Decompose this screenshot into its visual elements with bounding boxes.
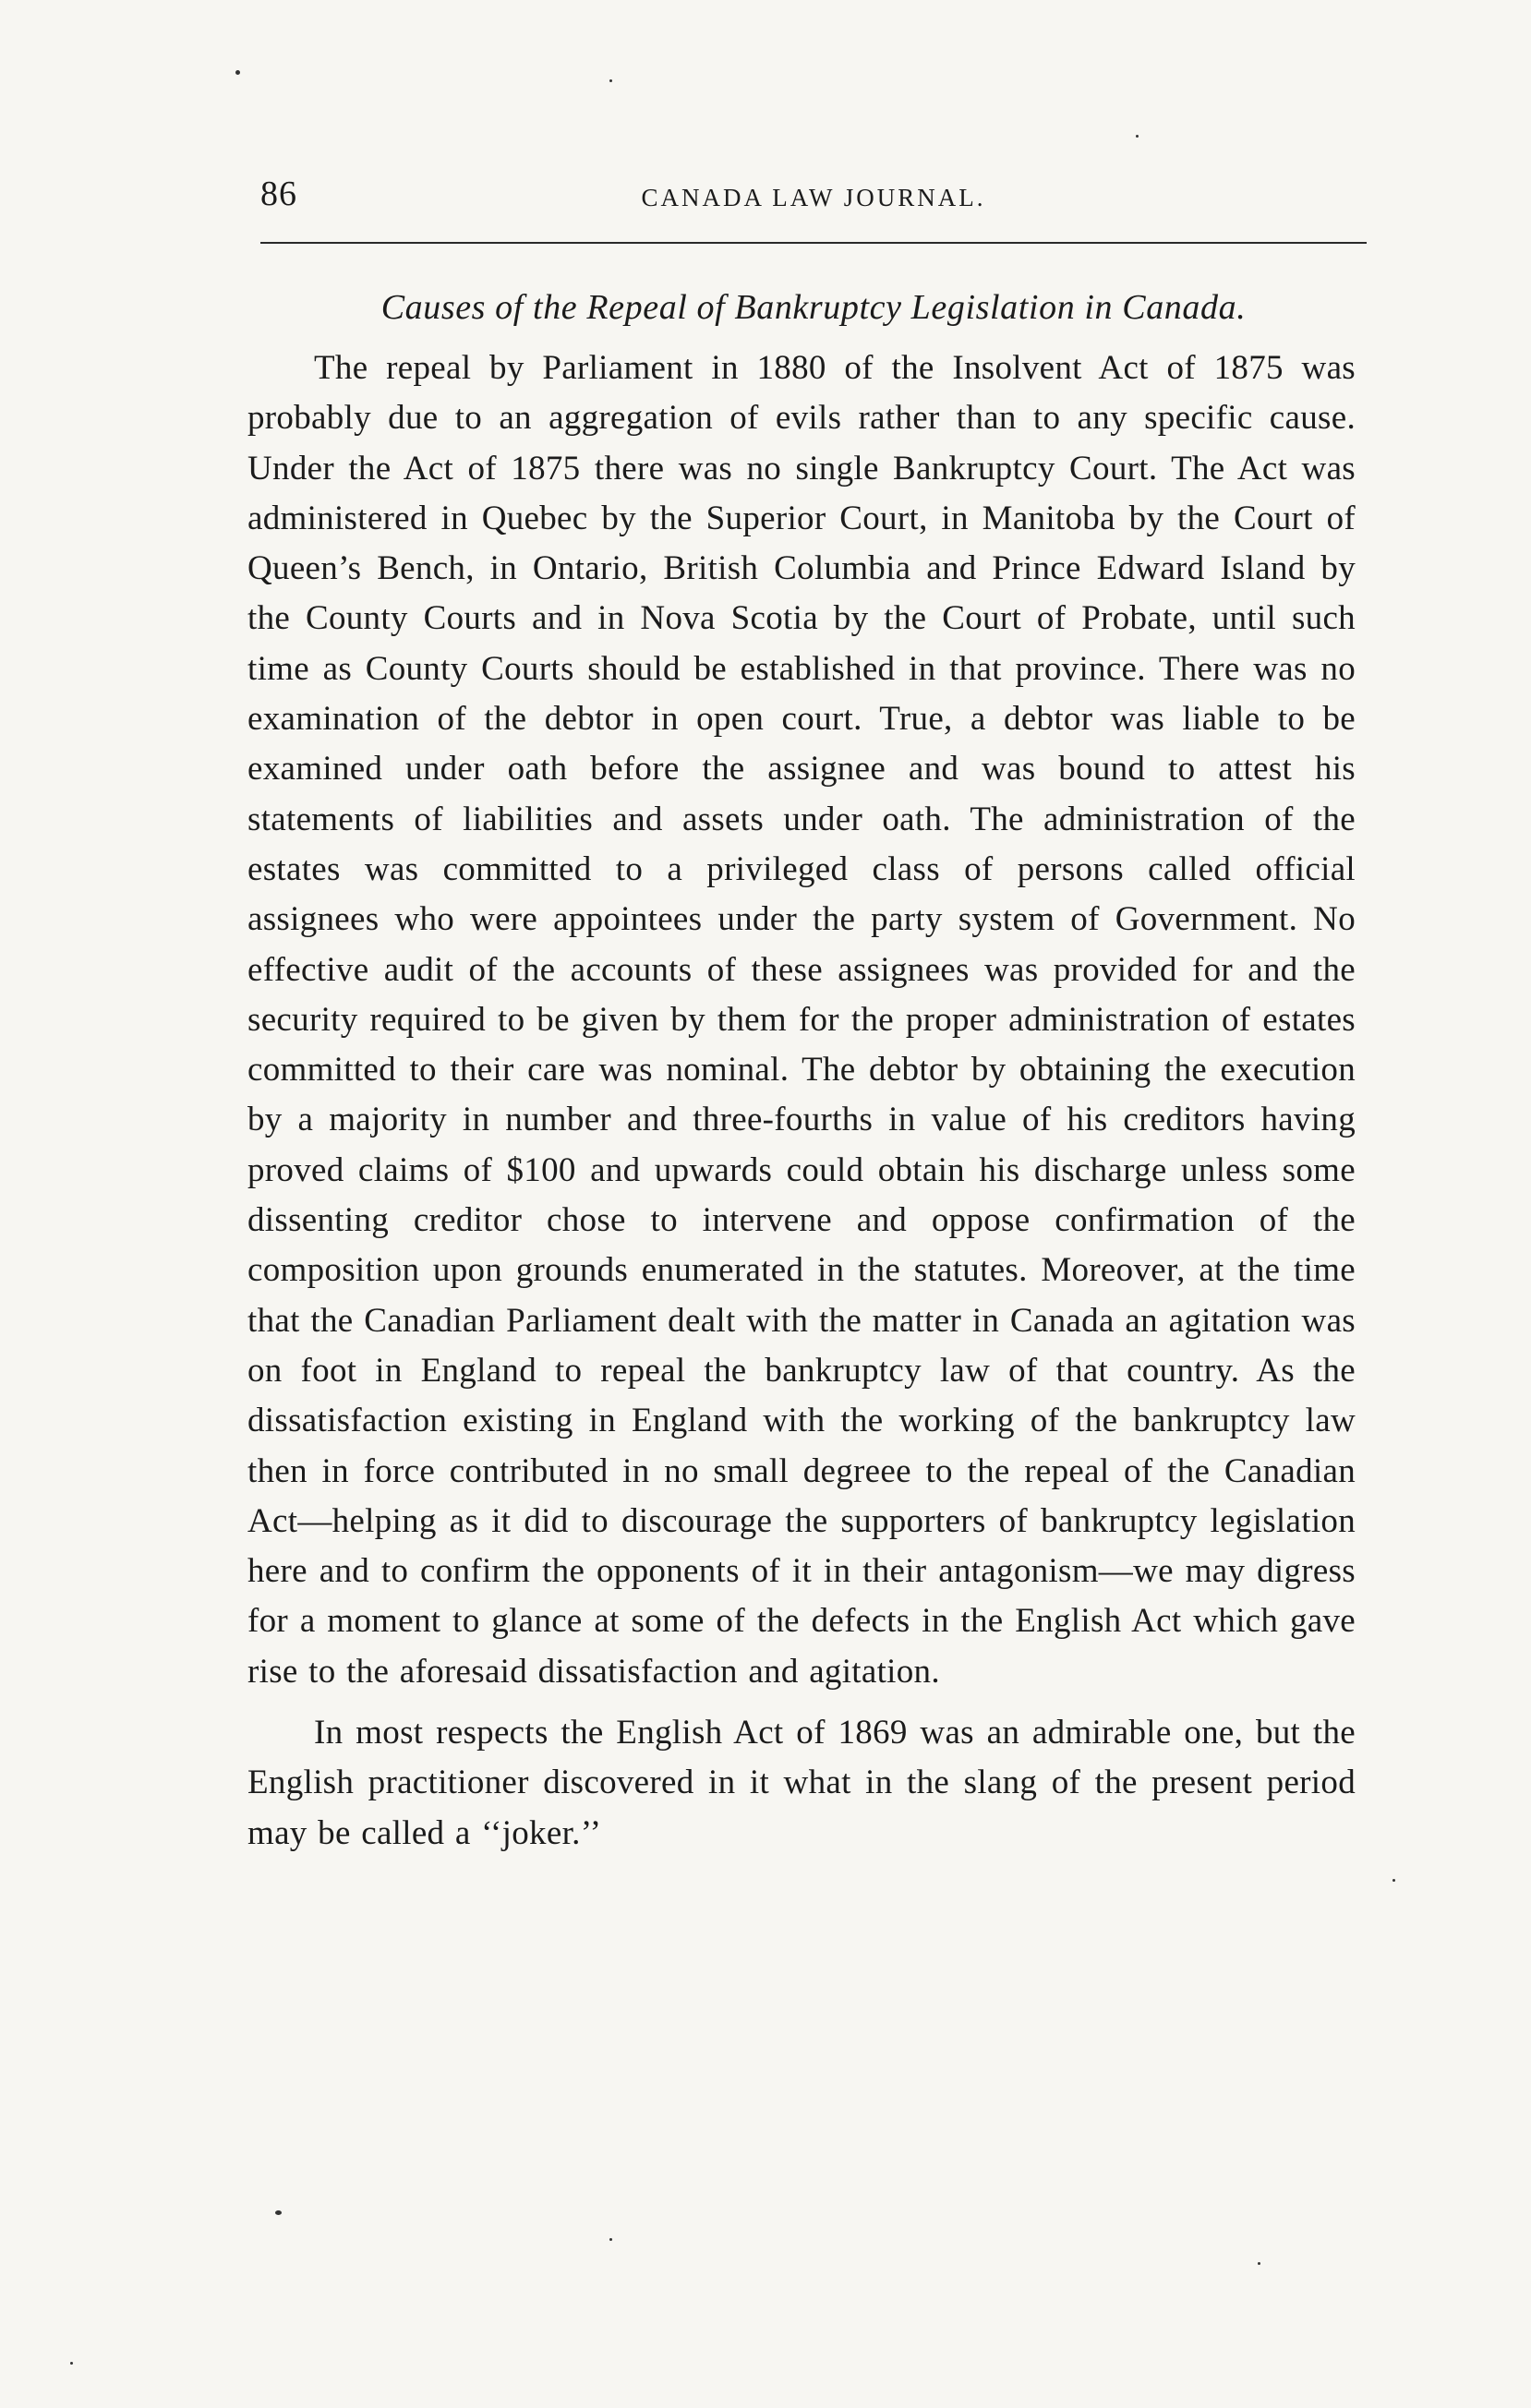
scan-speck [1392, 1879, 1395, 1882]
journal-title: CANADA LAW JOURNAL. [641, 184, 986, 211]
scan-speck [70, 2362, 73, 2365]
scan-speck [609, 2238, 612, 2241]
article-title: Causes of the Repeal of Bankruptcy Legislation in Canada. [380, 288, 1247, 327]
scan-speck [609, 79, 612, 82]
article-body [247, 343, 1356, 1859]
page-number: 86 [260, 175, 297, 213]
running-head [260, 172, 1367, 227]
scan-speck [1258, 2262, 1260, 2265]
scan-speck [275, 2210, 282, 2215]
header-rule [260, 242, 1367, 244]
paragraph-2: In most respects the English Act of 1869 was an admirable one, but the English practitioner discovered in it what in the slang of the present period may be called a ‘‘joker.’’ [247, 1714, 1356, 1852]
scan-speck [235, 70, 240, 75]
paragraph-1: The repeal by Parliament in 1880 of the Insolvent Act of 1875 was probably due to an aggregation of evils rather than to any specific cause. Under the Act of 1875 there was no single Bankruptcy Court. The Act was administered in Quebec by the Superior Court, in Manitoba by the Court of Queen’s Bench, in Ontario, British Columbia and Prince Edward Island by the County Courts and in Nova Scotia by the Court of Probate, until such time as County Courts should be established in that province. There was no examination of the debtor in open court. True, a debtor was liable to be examined under oath before the assignee and was bound to attest his statements of liabilities and assets under oath. The administration of the estates was committed to a privileged class of persons called official assignees who were appointees under the party system of Government. No effective audit of the accounts of these assignees was provided for and the security required to be given by them for the proper administration of estates committed to their care was nominal. The debtor by obtaining the execution by a majority in number and three-fourths in value of his creditors having proved claims of $100 and upwards could obtain his discharge unless some dissenting creditor chose to intervene and oppose confirmation of the composition upon grounds enumerated in the statutes. Moreover, at the time that the Canadian Parliament dealt with the matter in Canada an agitation was on foot in England to repeal the bankruptcy law of that country. As the dissatisfaction existing in England with the working of the bankruptcy law then in force contributed in no small degreee to the repeal of the Canadian Act—helping as it did to discourage the supporters of bankruptcy legislation here and to confirm the opponents of it in their antagonism—we may digress for a moment to glance at some of the defects in the English Act which gave rise to the aforesaid dissatisfaction and agitation. [247, 349, 1356, 1691]
scan-speck [1136, 135, 1139, 138]
